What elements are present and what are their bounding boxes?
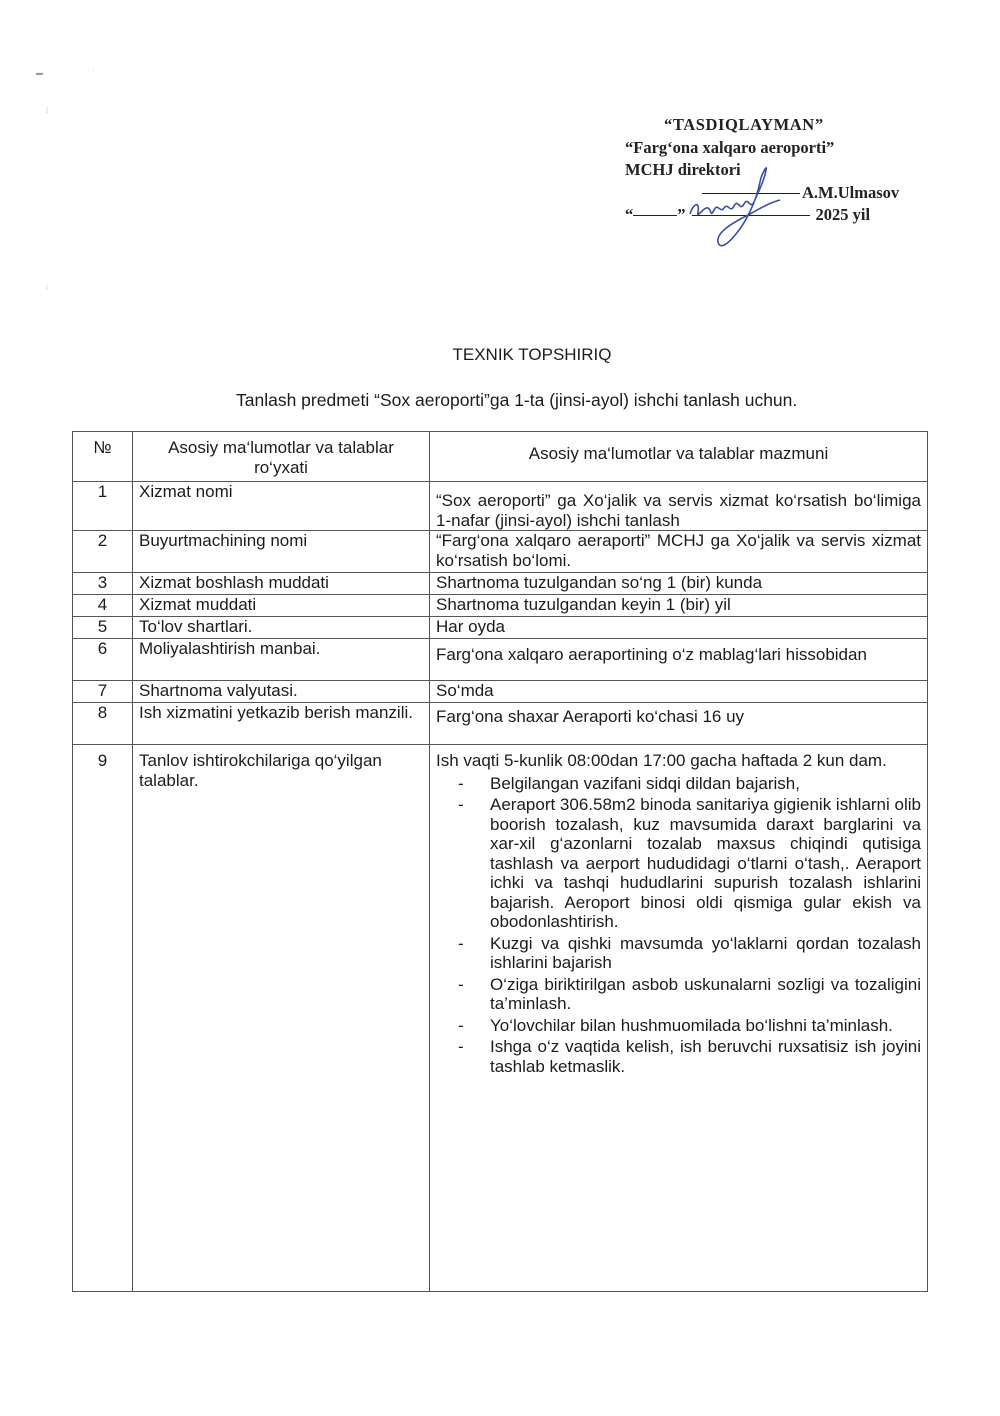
table-row bbox=[73, 703, 928, 745]
row-name: Moliyalashtirish manbai. bbox=[133, 639, 430, 681]
table-row bbox=[73, 681, 928, 703]
requirement-item: - Ishga o‘z vaqtida kelish, ish beruvchi ruxsatisiz ish joyini tashlab ketmaslik. bbox=[490, 1037, 921, 1076]
row-number: 7 bbox=[73, 681, 133, 703]
table-row bbox=[73, 482, 928, 531]
date-year: 2025 yil bbox=[815, 205, 871, 224]
document-subtitle: Tanlash predmeti “Sox aeroporti”ga 1-ta (jinsi-ayol) ishchi tanlash uchun. bbox=[236, 390, 798, 410]
row-name: Shartnoma valyutasi. bbox=[133, 681, 430, 703]
row-value: Har oyda bbox=[430, 617, 928, 639]
table-row bbox=[73, 639, 928, 681]
row-number: 8 bbox=[73, 703, 133, 745]
requirement-item: - Yo‘lovchilar bilan hushmuomilada bo‘lishni ta’minlash. bbox=[490, 1016, 921, 1036]
row-value: “Farg‘ona xalqaro aeraporti” MCHJ ga Xo‘jalik va servis xizmat ko‘rsatish bo‘lomi. bbox=[430, 531, 928, 573]
scan-mark: ▬ bbox=[36, 70, 43, 77]
signature-blank bbox=[702, 193, 800, 194]
row-value: Shartnoma tuzulgandan keyin 1 (bir) yil bbox=[430, 595, 928, 617]
requirement-item: - Kuzgi va qishki mavsumda yo‘laklarni qordan tozalash ishlarini bajarish bbox=[490, 934, 921, 973]
requirement-item: - Belgilangan vazifani sidqi dildan bajarish, bbox=[490, 774, 921, 794]
table-row bbox=[73, 617, 928, 639]
requirement-item: - Aeraport 306.58m2 binoda sanitariya gigienik ishlarni olib boorish tozalash, kuz mavsumida daraxt barglarini va xar-xil g‘azonlarni tozalab maxsus chiqindi qutisiga tashlash va aerport hududidagi o‘tlarni o‘tash,. Aeraport ichki va tashqi hududlarini supurish tozalash ishlarini bajarish. Aeroport binosi oldi qismiga gular ekish va obodonlashtirish. bbox=[490, 795, 921, 932]
day-blank bbox=[633, 215, 677, 216]
work-schedule: Ish vaqti 5-kunlik 08:00dan 17:00 gacha haftada 2 kun dam. bbox=[436, 751, 887, 770]
month-blank bbox=[692, 215, 810, 216]
header-value: Asosiy ma‘lumotlar va talablar mazmuni bbox=[430, 432, 928, 482]
requirement-item: - O‘ziga biriktirilgan asbob uskunalarni sozligi va tozaligini ta’minlash. bbox=[490, 975, 921, 1014]
scan-mark: ˈ bbox=[92, 70, 95, 77]
row-name: Xizmat muddati bbox=[133, 595, 430, 617]
requirements-cell bbox=[430, 745, 928, 1292]
row-name: Xizmat nomi bbox=[133, 482, 430, 531]
header-name: Asosiy ma‘lumotlar va talablar ro‘yxati bbox=[133, 432, 430, 482]
row-number: 1 bbox=[73, 482, 133, 531]
row-value: Shartnoma tuzulgandan so‘ng 1 (bir) kunda bbox=[430, 573, 928, 595]
row-value: So‘mda bbox=[430, 681, 928, 703]
row-number: 5 bbox=[73, 617, 133, 639]
row-number: 4 bbox=[73, 595, 133, 617]
scan-mark: ⁞ bbox=[46, 108, 48, 115]
row-number: 6 bbox=[73, 639, 133, 681]
row-value: Farg‘ona xalqaro aeraportining o‘z mablag‘lari hissobidan bbox=[430, 639, 928, 681]
row-value: Farg‘ona shaxar Aeraporti ko‘chasi 16 uy bbox=[430, 703, 928, 745]
requirements-list bbox=[436, 774, 921, 1077]
header-number: № bbox=[73, 432, 133, 482]
approval-position: MCHJ direktori bbox=[625, 160, 741, 179]
table-row bbox=[73, 531, 928, 573]
table-header-row bbox=[73, 432, 928, 482]
row-name: Xizmat boshlash muddati bbox=[133, 573, 430, 595]
approval-organization: “Farg‘ona xalqaro aeroporti” bbox=[625, 137, 835, 157]
row-name: Ish xizmatini yetkazib berish manzili. bbox=[133, 703, 430, 745]
table-row bbox=[73, 595, 928, 617]
specification-table bbox=[72, 431, 928, 1292]
row-name: Tanlov ishtirokchilariga qo‘yilgan talablar. bbox=[133, 745, 430, 1292]
row-name: To‘lov shartlari. bbox=[133, 617, 430, 639]
signatory-name: A.M.Ulmasov bbox=[802, 182, 900, 202]
document-title: TEXNIK TOPSHIRIQ bbox=[452, 345, 612, 364]
approval-block bbox=[620, 114, 920, 227]
signature-line bbox=[620, 182, 920, 205]
table-row bbox=[73, 573, 928, 595]
row-number: 3 bbox=[73, 573, 133, 595]
row-value: “Sox aeroporti” ga Xo‘jalik va servis xizmat ko‘rsatish bo‘limiga 1-nafar (jinsi-ayol) ishchi tanlash bbox=[430, 482, 928, 531]
row-number: 2 bbox=[73, 531, 133, 573]
approval-heading: “TASDIQLAYMAN” bbox=[664, 115, 824, 134]
row-name: Buyurtmachining nomi bbox=[133, 531, 430, 573]
date-open-quote: “ bbox=[625, 205, 634, 224]
date-line bbox=[620, 204, 920, 227]
row-number: 9 bbox=[73, 745, 133, 1292]
date-close-quote: ” bbox=[677, 205, 686, 224]
table-row bbox=[73, 745, 928, 1292]
scan-mark: ⁞ bbox=[46, 285, 48, 292]
